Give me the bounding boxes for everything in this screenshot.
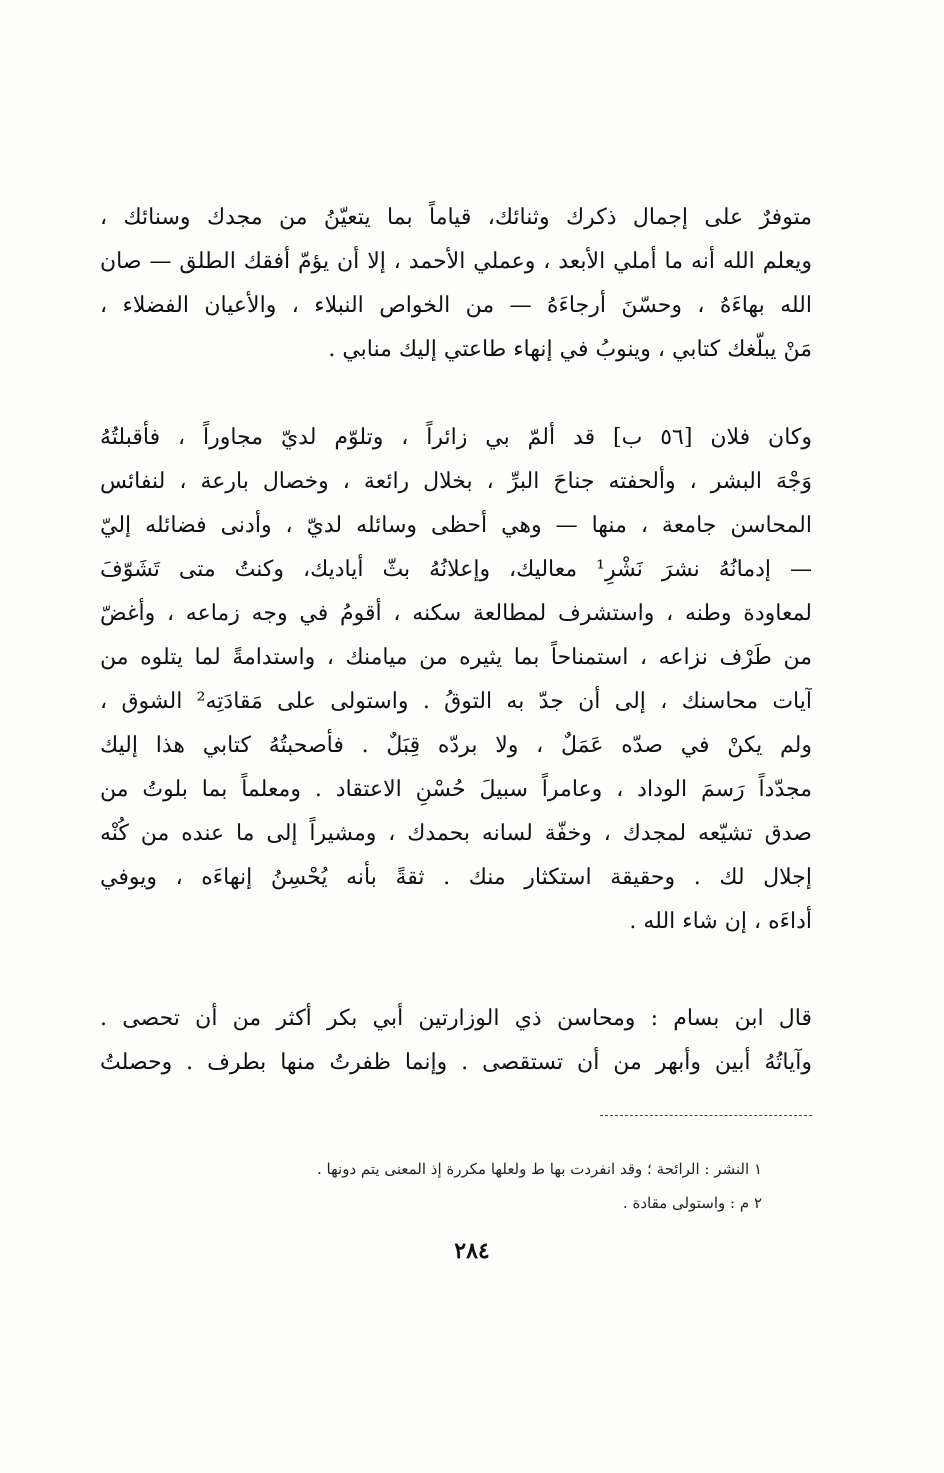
text-line: إجلال لك . وحقيقة استكثار منك . ثقةً بأنه يُحْسِنُ إنهاءَه ، ويوفي (100, 865, 812, 890)
text-line: وَجْهَ البشر ، وألحفته جناحَ البرِّ ، بخلال رائعة ، وخصال بارعة ، لنفائس (100, 469, 812, 494)
footnote-2: ٢ م : واستولى مقادة . (622, 1194, 762, 1212)
text-line: مجدّداً رَسمَ الوداد ، وعامراً سبيلَ حُسْنِ الاعتقاد . ومعلماً بما بلوتُ من (100, 777, 812, 802)
footnotes (100, 1152, 762, 1220)
text-line: المحاسن جامعة ، منها — وهي أحظى وسائله لديّ ، وأدنى فضائله إليّ (100, 513, 812, 538)
footnote-divider (600, 1115, 812, 1116)
text-line: ويعلم الله أنه ما أملي الأبعد ، وعملي الأحمد ، إلا أن يؤمّ أفقك الطلق — صان (100, 249, 812, 274)
text-line: لمعاودة وطنه ، واستشرف لمطالعة سكنه ، أقومُ في وجه زماعه ، وأغضّ (100, 601, 812, 626)
paragraph-3 (100, 997, 812, 1085)
text-line: صدق تشيّعه لمجدك ، وخفّة لسانه بحمدك ، ومشيراً إلى ما عنده من كُنْه (100, 821, 812, 846)
footnote-1: ١ النشر : الرائحة ؛ وقد انفردت بها ط ولعلها مكررة إذ المعنى يتم دونها . (317, 1160, 762, 1178)
text-line: وكان فلان [٥٦ ب] قد ألمّ بي زائراً ، وتلوّم لديّ مجاوراً ، فأقبلتُهُ (100, 425, 812, 450)
paragraph-2 (100, 416, 812, 944)
text-line: — إدمانُهُ نشرَ نَشْرِ¹ معاليك، وإعلانُهُ بثّ أياديك، وكنتُ متى تَشَوّفَ (100, 557, 812, 582)
text-line: قال ابن بسام : ومحاسن ذي الوزارتين أبي بكر أكثر من أن تحصى . (100, 1006, 812, 1031)
paragraph-1 (100, 196, 812, 372)
text-line: وآياتُهُ أبين وأبهر من أن تستقصى . وإنما ظفرتُ منها بطرف . وحصلتُ (100, 1050, 812, 1075)
text-line: آيات محاسنك ، إلى أن جدّ به التوقُ . واستولى على مَقادَتِه² الشوق ، (100, 689, 812, 714)
text-line: من طَرْف نزاعه ، استمناحاً بما يثيره من ميامنك ، واستدامةً لما يتلوه من (100, 645, 812, 670)
text-line: ولم يكنْ في صدّه عَمَلٌ ، ولا بردّه قِبَلٌ . فأصحبتُهُ كتابي هذا إليك (100, 733, 812, 758)
page-number: ٢٨٤ (454, 1238, 490, 1264)
text-line: مَنْ يبلّغك كتابي ، وينوبُ في إنهاء طاعتي إليك منابي . (328, 337, 812, 362)
text-line: الله بهاءَهُ ، وحسّنَ أرجاءَهُ — من الخواص النبلاء ، والأعيان الفضلاء ، (100, 293, 812, 318)
text-line: أداءَه ، إن شاء الله . (629, 909, 812, 934)
text-line: متوفرٌ على إجمال ذكرك وثنائك، قياماً بما يتعيّنُ من مجدك وسنائك ، (100, 205, 812, 230)
